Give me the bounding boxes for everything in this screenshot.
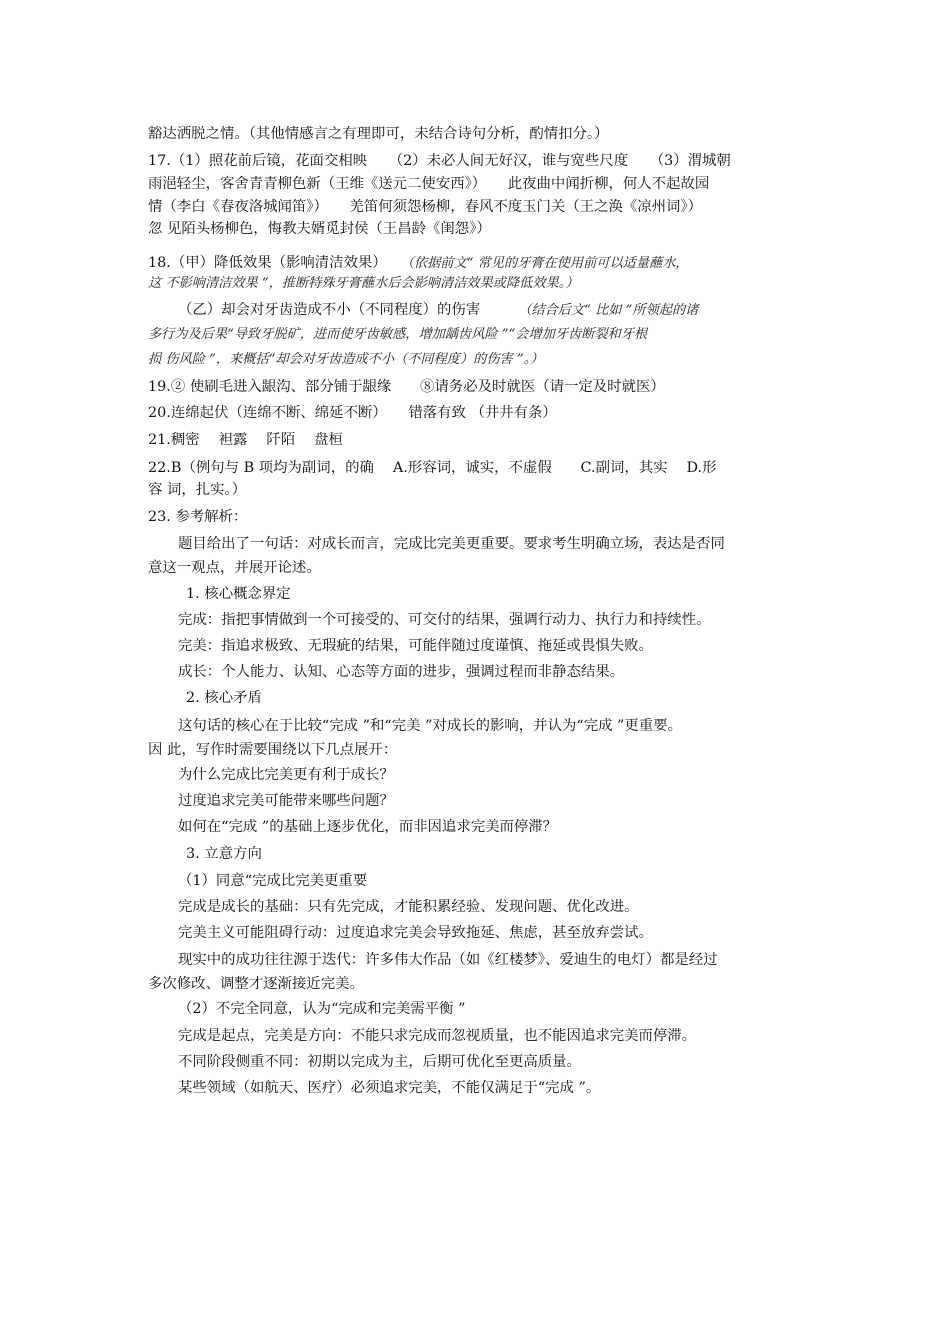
q17-line-2: 雨浥轻尘，客舍青青柳色新（王维《送元二使安西》） 此夜曲中闻折柳，何人不起故园 [148,176,710,192]
q23-section-2-title: 2. 核心矛盾 [186,690,262,706]
q18-answer-a: 18.（甲）降低效果（影响清洁效果） [148,255,387,271]
q21-answer: 21.稠密 袒露 阡陌 盘桓 [148,432,343,448]
q23-conflict-1: 这句话的核心在于比较“完成 ”和“完美 ”对成长的影响，并认为“完成 ”更重要。 [178,718,682,734]
q23-stance-2-point-1: 完成是起点，完美是方向：不能只求完成而忽视质量，也不能因追求完美而停滞。 [178,1028,697,1044]
q18-line-3 [178,300,818,321]
q19-answer: 19.② 使刷毛进入龈沟、部分铺于龈缘 ⑧请务必及时就医（请一定及时就医） [148,379,665,395]
q18-line-2: 这 不影响清洁效果 ”，推断特殊牙膏蘸水后会影响清洁效果或降低效果。） [148,276,579,291]
q23-intro-1: 题目给出了一句话：对成长而言，完成比完美更重要。要求考生明确立场，表达是否同 [178,536,725,552]
q18-note-b: （结合后文“ 比如 ”所领起的诸 [518,303,699,318]
q16-tail: 豁达洒脱之情。（其他情感言之有理即可，未结合诗句分析，酌情扣分。） [148,126,609,142]
q23-heading: 23. 参考解析： [148,509,248,525]
q23-stance-2-point-3: 某些领域（如航天、医疗）必须追求完美，不能仅满足于“完成 ”。 [178,1080,601,1096]
q23-question-2: 过度追求完美可能带来哪些问题？ [178,793,394,809]
q23-stance-1-point-3a: 现实中的成功往往源于迭代：许多伟大作品（如《红楼梦》、爱迪生的电灯）都是经过 [178,952,718,968]
q23-def-completion: 完成：指把事情做到一个可接受的、可交付的结果，强调行动力、执行力和持续性。 [178,612,711,628]
q23-conflict-2: 因 此，写作时需要围绕以下几点展开： [148,742,398,758]
q23-question-3: 如何在“完成 ”的基础上逐步优化，而非因追求完美而停滞？ [178,819,558,835]
q23-stance-1-title: （1）同意“完成比完美更重要 [178,873,368,889]
q18-line-5: 损 伤风险 ”，来概括“却会对牙齿造成不小（不同程度）的伤害 ”。） [148,352,544,367]
q23-section-3-title: 3. 立意方向 [186,846,262,862]
q18-answer-b: （乙）却会对牙齿造成不小（不同程度）的伤害 [178,302,481,318]
q18-line-1 [148,253,818,274]
q23-question-1: 为什么完成比完美更有利于成长？ [178,767,394,783]
q18-note-a: （依据前文“ 常见的牙膏在使用前可以适量蘸水， [400,256,689,271]
q18-line-4: 多行为及后果“导致牙脱矿，进而使牙齿敏感，增加龋齿风险 ”“会增加牙齿断裂和牙根 [148,327,648,342]
q23-intro-2: 意这一观点，并展开论述。 [148,560,321,576]
q23-stance-2-point-2: 不同阶段侧重不同：初期以完成为主，后期可优化至更高质量。 [178,1054,581,1070]
q22-line-1: 22.B（例句与 B 项均为副词，的确 A.形容词，诚实，不虚假 C.副词，其实 D.形 [148,460,717,476]
q17-line-3: 情（李白《春夜洛城闻笛》） 羌笛何须怨杨柳，春风不度玉门关（王之涣《凉州词》） [148,199,703,215]
q23-def-perfection: 完美：指追求极致、无瑕疵的结果，可能伴随过度谨慎、拖延或畏惧失败。 [178,638,653,654]
q22-line-2: 容 词，扎实。） [148,482,247,498]
q23-stance-1-point-3b: 多次修改、调整才逐渐接近完美。 [148,976,364,992]
q17-line-1: 17.（1）照花前后镜，花面交相映 （2）未必人间无好汉，谁与宽些尺度 （3）渭城朝 [148,153,731,169]
q23-stance-1-point-2: 完美主义可能阻碍行动：过度追求完美会导致拖延、焦虑，甚至放弃尝试。 [178,925,653,941]
q20-answer: 20.连绵起伏（连绵不断、绵延不断） 错落有致 （井井有条） [148,405,557,421]
q23-section-1-title: 1. 核心概念界定 [186,586,291,602]
q23-stance-1-point-1: 完成是成长的基础：只有先完成，才能积累经验、发现问题、优化改进。 [178,899,639,915]
q17-line-4: 忽 见陌头杨柳色，悔教夫婿觅封侯（王昌龄《闺怨》） [148,221,491,237]
q23-def-growth: 成长：个人能力、认知、心态等方面的进步，强调过程而非静态结果。 [178,664,625,680]
q23-stance-2-title: （2）不完全同意，认为“完成和完美需平衡 ” [178,1001,466,1017]
